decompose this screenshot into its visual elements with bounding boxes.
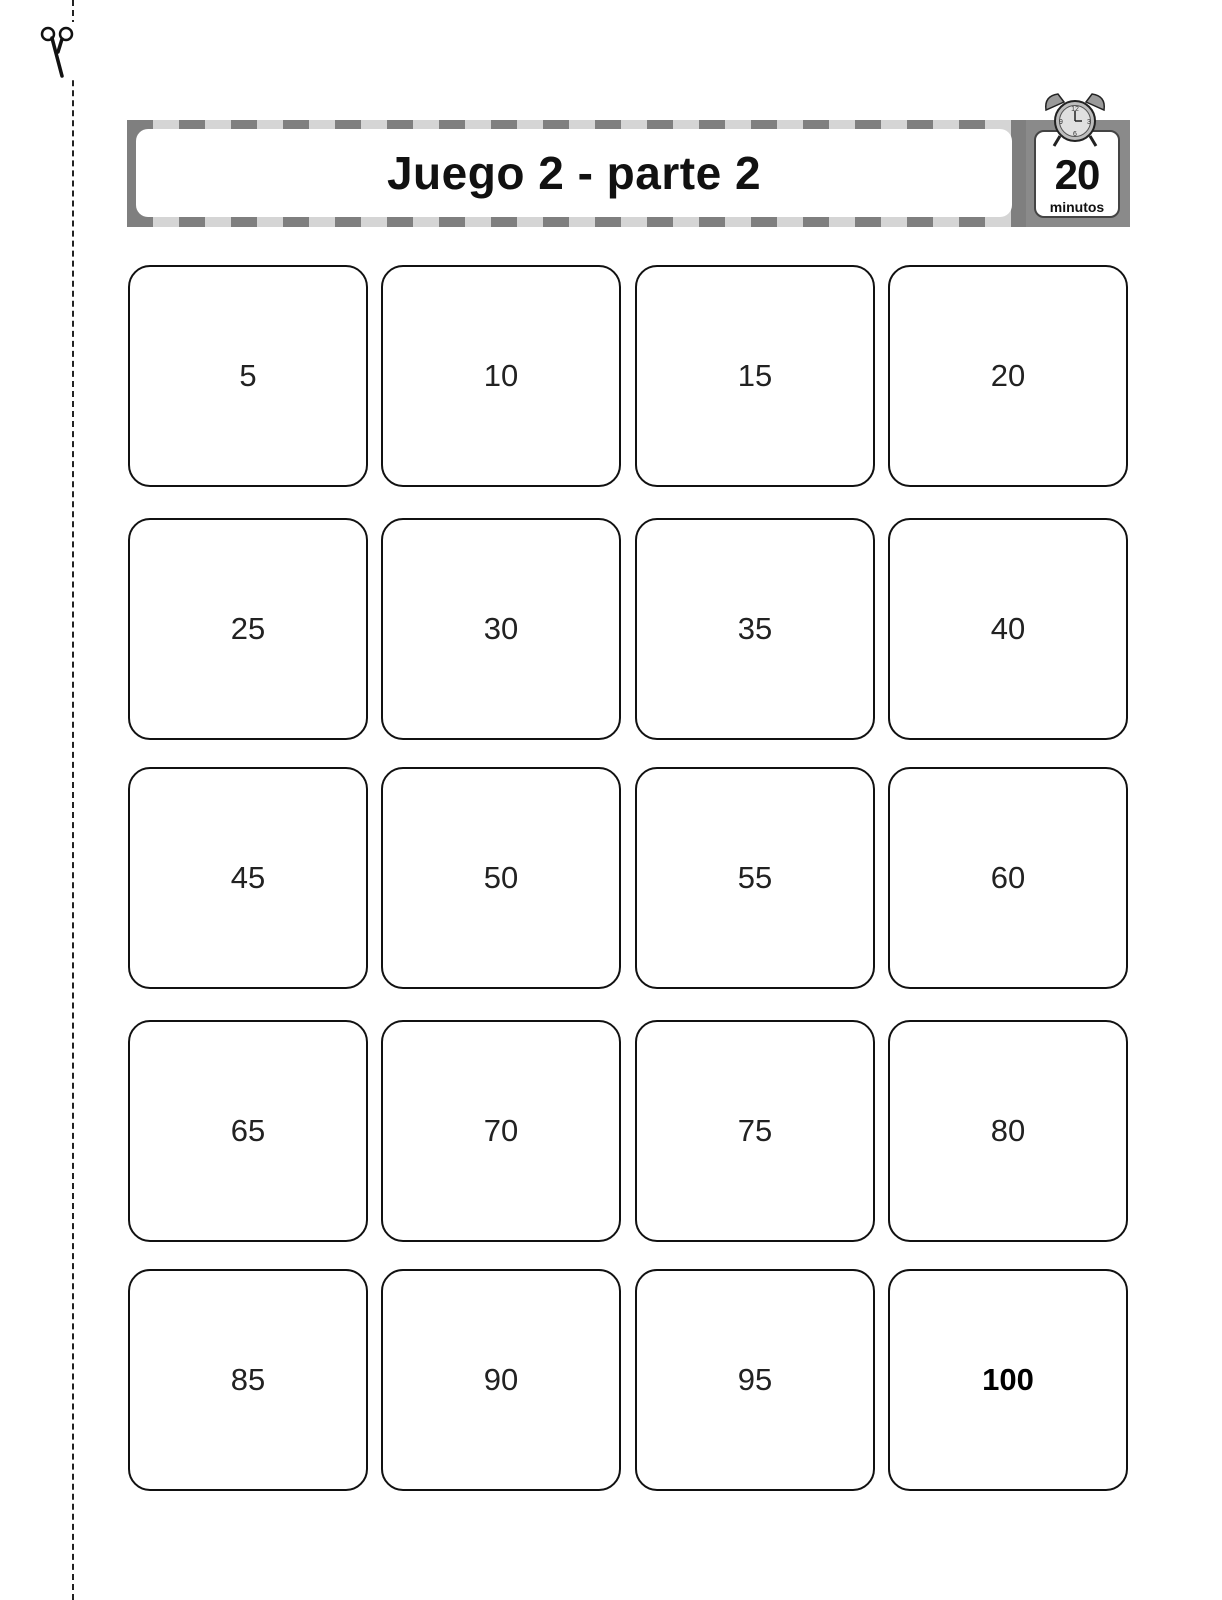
number-card-label: 100 [982,1362,1034,1397]
number-card [381,1269,621,1491]
number-card-label: 55 [737,860,773,895]
number-card-label: 40 [990,611,1026,646]
number-card [381,767,621,989]
number-card-label: 10 [483,358,519,393]
timer-value: 20 [1054,151,1100,198]
clock-number-9: 9 [1059,119,1063,126]
number-card-label: 45 [230,860,266,895]
number-card [888,1020,1128,1242]
number-card-label: 5 [239,358,257,393]
clock-number-3: 3 [1087,119,1091,126]
number-card [635,767,875,989]
number-card-label: 50 [483,860,519,895]
clock-number-12: 12 [1071,106,1079,113]
number-card-label: 80 [990,1113,1026,1148]
number-card [128,1269,368,1491]
number-card [128,1020,368,1242]
number-card [128,767,368,989]
header-banner [127,120,1130,227]
number-card [888,767,1128,989]
page-title: Juego 2 - parte 2 [386,147,762,199]
number-card-label: 85 [230,1362,266,1397]
number-card [635,518,875,740]
number-card [888,1269,1128,1491]
number-card-label: 15 [737,358,773,393]
number-card [381,518,621,740]
number-card [635,265,875,487]
number-card [128,265,368,487]
number-card-label: 60 [990,860,1026,895]
number-card-label: 90 [483,1362,519,1397]
number-card [888,265,1128,487]
number-card-label: 30 [483,611,519,646]
number-card-label: 95 [737,1362,773,1397]
number-card-label: 65 [230,1113,266,1148]
number-card [635,1020,875,1242]
title-box [136,129,1012,217]
number-card [381,265,621,487]
number-card [635,1269,875,1491]
number-card [888,518,1128,740]
number-card-label: 20 [990,358,1026,393]
number-card [128,518,368,740]
timer-unit: minutos [1049,199,1105,215]
number-card [381,1020,621,1242]
alarm-clock-icon [1040,90,1110,148]
cut-line [72,0,74,1600]
scissors-icon [38,22,78,78]
number-card-label: 25 [230,611,266,646]
number-card-label: 70 [483,1113,519,1148]
number-card-label: 35 [737,611,773,646]
clock-number-6: 6 [1073,131,1077,138]
number-card-label: 75 [737,1113,773,1148]
